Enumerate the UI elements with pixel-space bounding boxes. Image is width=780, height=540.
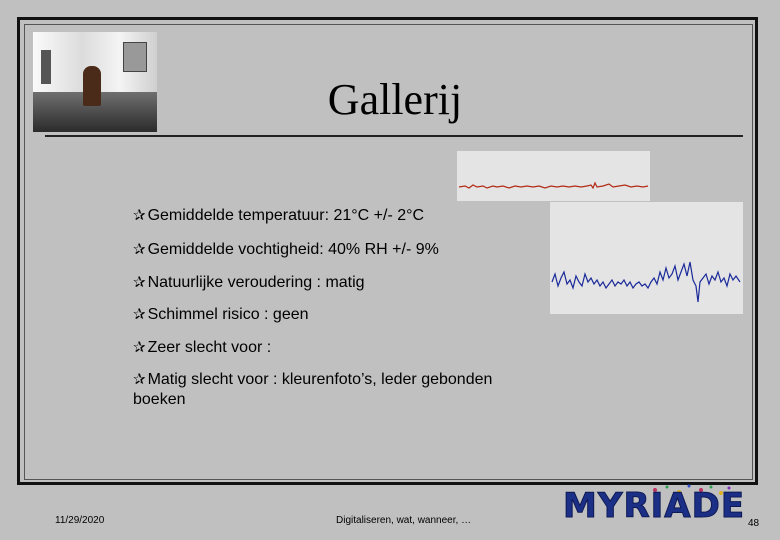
- humidity-line: [552, 262, 740, 302]
- star-bullet-icon: ✰: [133, 371, 146, 388]
- bullet-temperature: ✰ Gemiddelde temperatuur: 21°C +/- 2°C: [133, 207, 425, 224]
- gallery-photo: [33, 32, 157, 132]
- star-bullet-icon: ✰: [133, 241, 146, 258]
- star-bullet-icon: ✰: [133, 207, 146, 224]
- bullet-humidity: ✰ Gemiddelde vochtigheid: 40% RH +/- 9%: [133, 241, 439, 258]
- bullet-aging: ✰ Natuurlijke veroudering : matig: [133, 274, 365, 291]
- slide-title: Gallerij: [327, 75, 463, 124]
- title-divider: [45, 135, 743, 137]
- star-bullet-icon: ✰: [133, 339, 146, 356]
- star-bullet-icon: ✰: [133, 306, 146, 323]
- bullet-moderately-bad-for: ✰ Matig slecht voor : kleurenfoto’s, leder gebonden boeken: [133, 371, 493, 408]
- footer-center-text: Digitaliseren, wat, wanneer, …: [336, 515, 472, 526]
- logo-text: MYRIADE: [563, 486, 746, 526]
- myriade-logo: [563, 484, 746, 526]
- humidity-graph: [550, 202, 743, 314]
- temperature-line: [459, 183, 648, 188]
- page-number: 48: [748, 518, 760, 529]
- temperature-graph: [457, 151, 650, 201]
- star-bullet-icon: ✰: [133, 274, 146, 291]
- bullet-very-bad-for: ✰ Zeer slecht voor :: [133, 339, 272, 356]
- bullet-mold-risk: ✰ Schimmel risico : geen: [133, 306, 309, 323]
- footer-date: 11/29/2020: [55, 515, 105, 526]
